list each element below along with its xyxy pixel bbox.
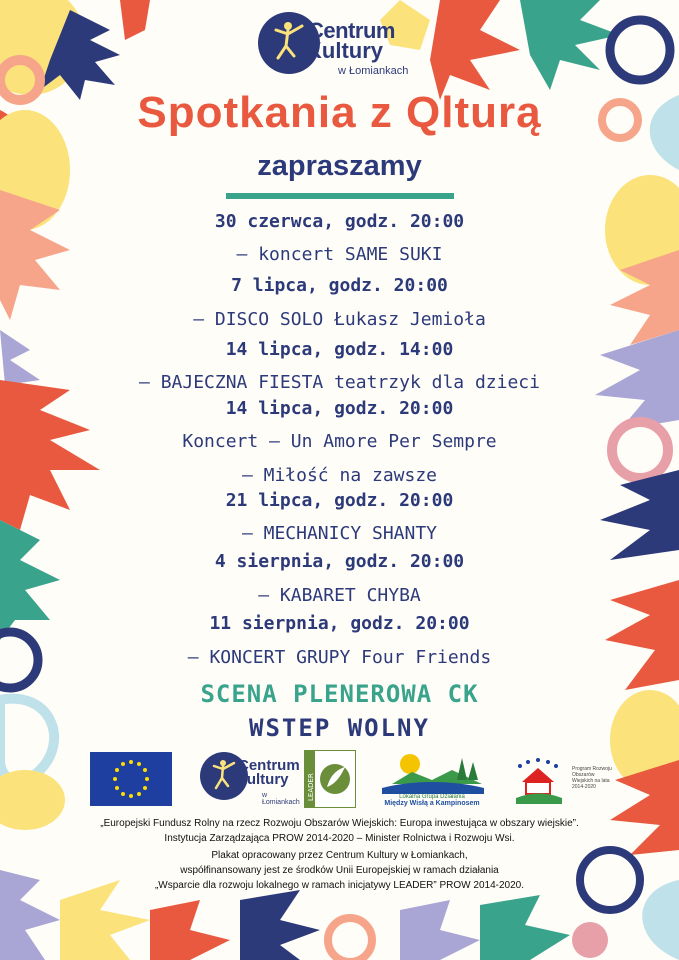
- event-line: – koncert SAME SUKI: [236, 244, 443, 265]
- logo-line-2: Kultury: [306, 38, 383, 63]
- venue: SCENA PLENEROWA CK: [200, 680, 479, 708]
- lgd-line-2: Między Wisłą a Kampinosem: [384, 800, 480, 807]
- event-line: 21 lipca, godz. 20:00: [225, 490, 454, 511]
- logo-line-1: Centrum: [308, 18, 395, 43]
- logo-line-3: w Łomiankach: [338, 65, 409, 77]
- event-line: 14 lipca, godz. 14:00: [225, 339, 454, 360]
- event-line: – BAJECZNA FIESTA teatrzyk dla dzieci: [139, 372, 540, 393]
- event-line: 14 lipca, godz. 20:00: [225, 398, 454, 419]
- event-line: 30 czerwca, godz. 20:00: [214, 211, 465, 232]
- event-line: – KABARET CHYBA: [258, 585, 421, 606]
- divider: [226, 193, 454, 199]
- event-line: – Miłość na zawsze: [241, 465, 438, 486]
- event-line: – KONCERT GRUPY Four Friends: [187, 647, 492, 668]
- event-line: – DISCO SOLO Łukasz Jemioła: [193, 309, 486, 330]
- event-line: 7 lipca, godz. 20:00: [231, 275, 448, 296]
- lgd-line-1: Lokalna Grupa Działania: [399, 794, 465, 800]
- prow-emblem-icon: [508, 752, 570, 808]
- footer-line: Instytucja Zarządzająca PROW 2014-2020 – Minister Rolnictwa i Rozwoju Wsi.: [164, 833, 515, 844]
- event-line: 11 sierpnia, godz. 20:00: [209, 613, 470, 634]
- entry-info: WSTEP WOLNY: [249, 714, 430, 742]
- event-line: – MECHANICY SHANTY: [241, 523, 438, 544]
- event-line: Koncert – Un Amore Per Sempre: [182, 431, 497, 452]
- sponsor-logos: [88, 748, 612, 810]
- ck-line-2: Kultury: [236, 771, 289, 788]
- leader-label: LEADER: [307, 773, 315, 801]
- poster-subtitle: zapraszamy: [257, 150, 422, 182]
- prow-text: Program Rozwoju Obszarów Wiejskich na lata 2014-2020: [572, 766, 612, 790]
- footer-line: „Wsparcie dla rozwoju lokalnego w ramach inicjatywy LEADER” PROW 2014-2020.: [154, 880, 525, 891]
- poster-title: Spotkania z Qlturą: [137, 88, 542, 137]
- footer-line: współfinansowany jest ze środków Unii Europejskiej w ramach działania: [180, 865, 499, 876]
- prow-logo: [508, 752, 612, 808]
- ck-line-1: Centrum: [238, 757, 300, 774]
- footer-line: Plakat opracowany przez Centrum Kultury w Łomiankach,: [211, 850, 468, 861]
- leader-logo-icon: [304, 750, 356, 808]
- event-line: 4 sierpnia, godz. 20:00: [214, 551, 465, 572]
- centrum-kultury-logo: [258, 10, 418, 80]
- lgd-logo: [372, 750, 492, 808]
- eu-flag-icon: [90, 752, 172, 806]
- lgd-landscape-icon: [372, 750, 492, 794]
- centrum-kultury-small-logo: [200, 752, 300, 808]
- footer-line: „Europejski Fundusz Rolny na rzecz Rozwoju Obszarów Wiejskich: Europa inwestująca w obszary wiejskie”.: [100, 818, 579, 829]
- ck-line-3: w Łomiankach: [262, 792, 300, 806]
